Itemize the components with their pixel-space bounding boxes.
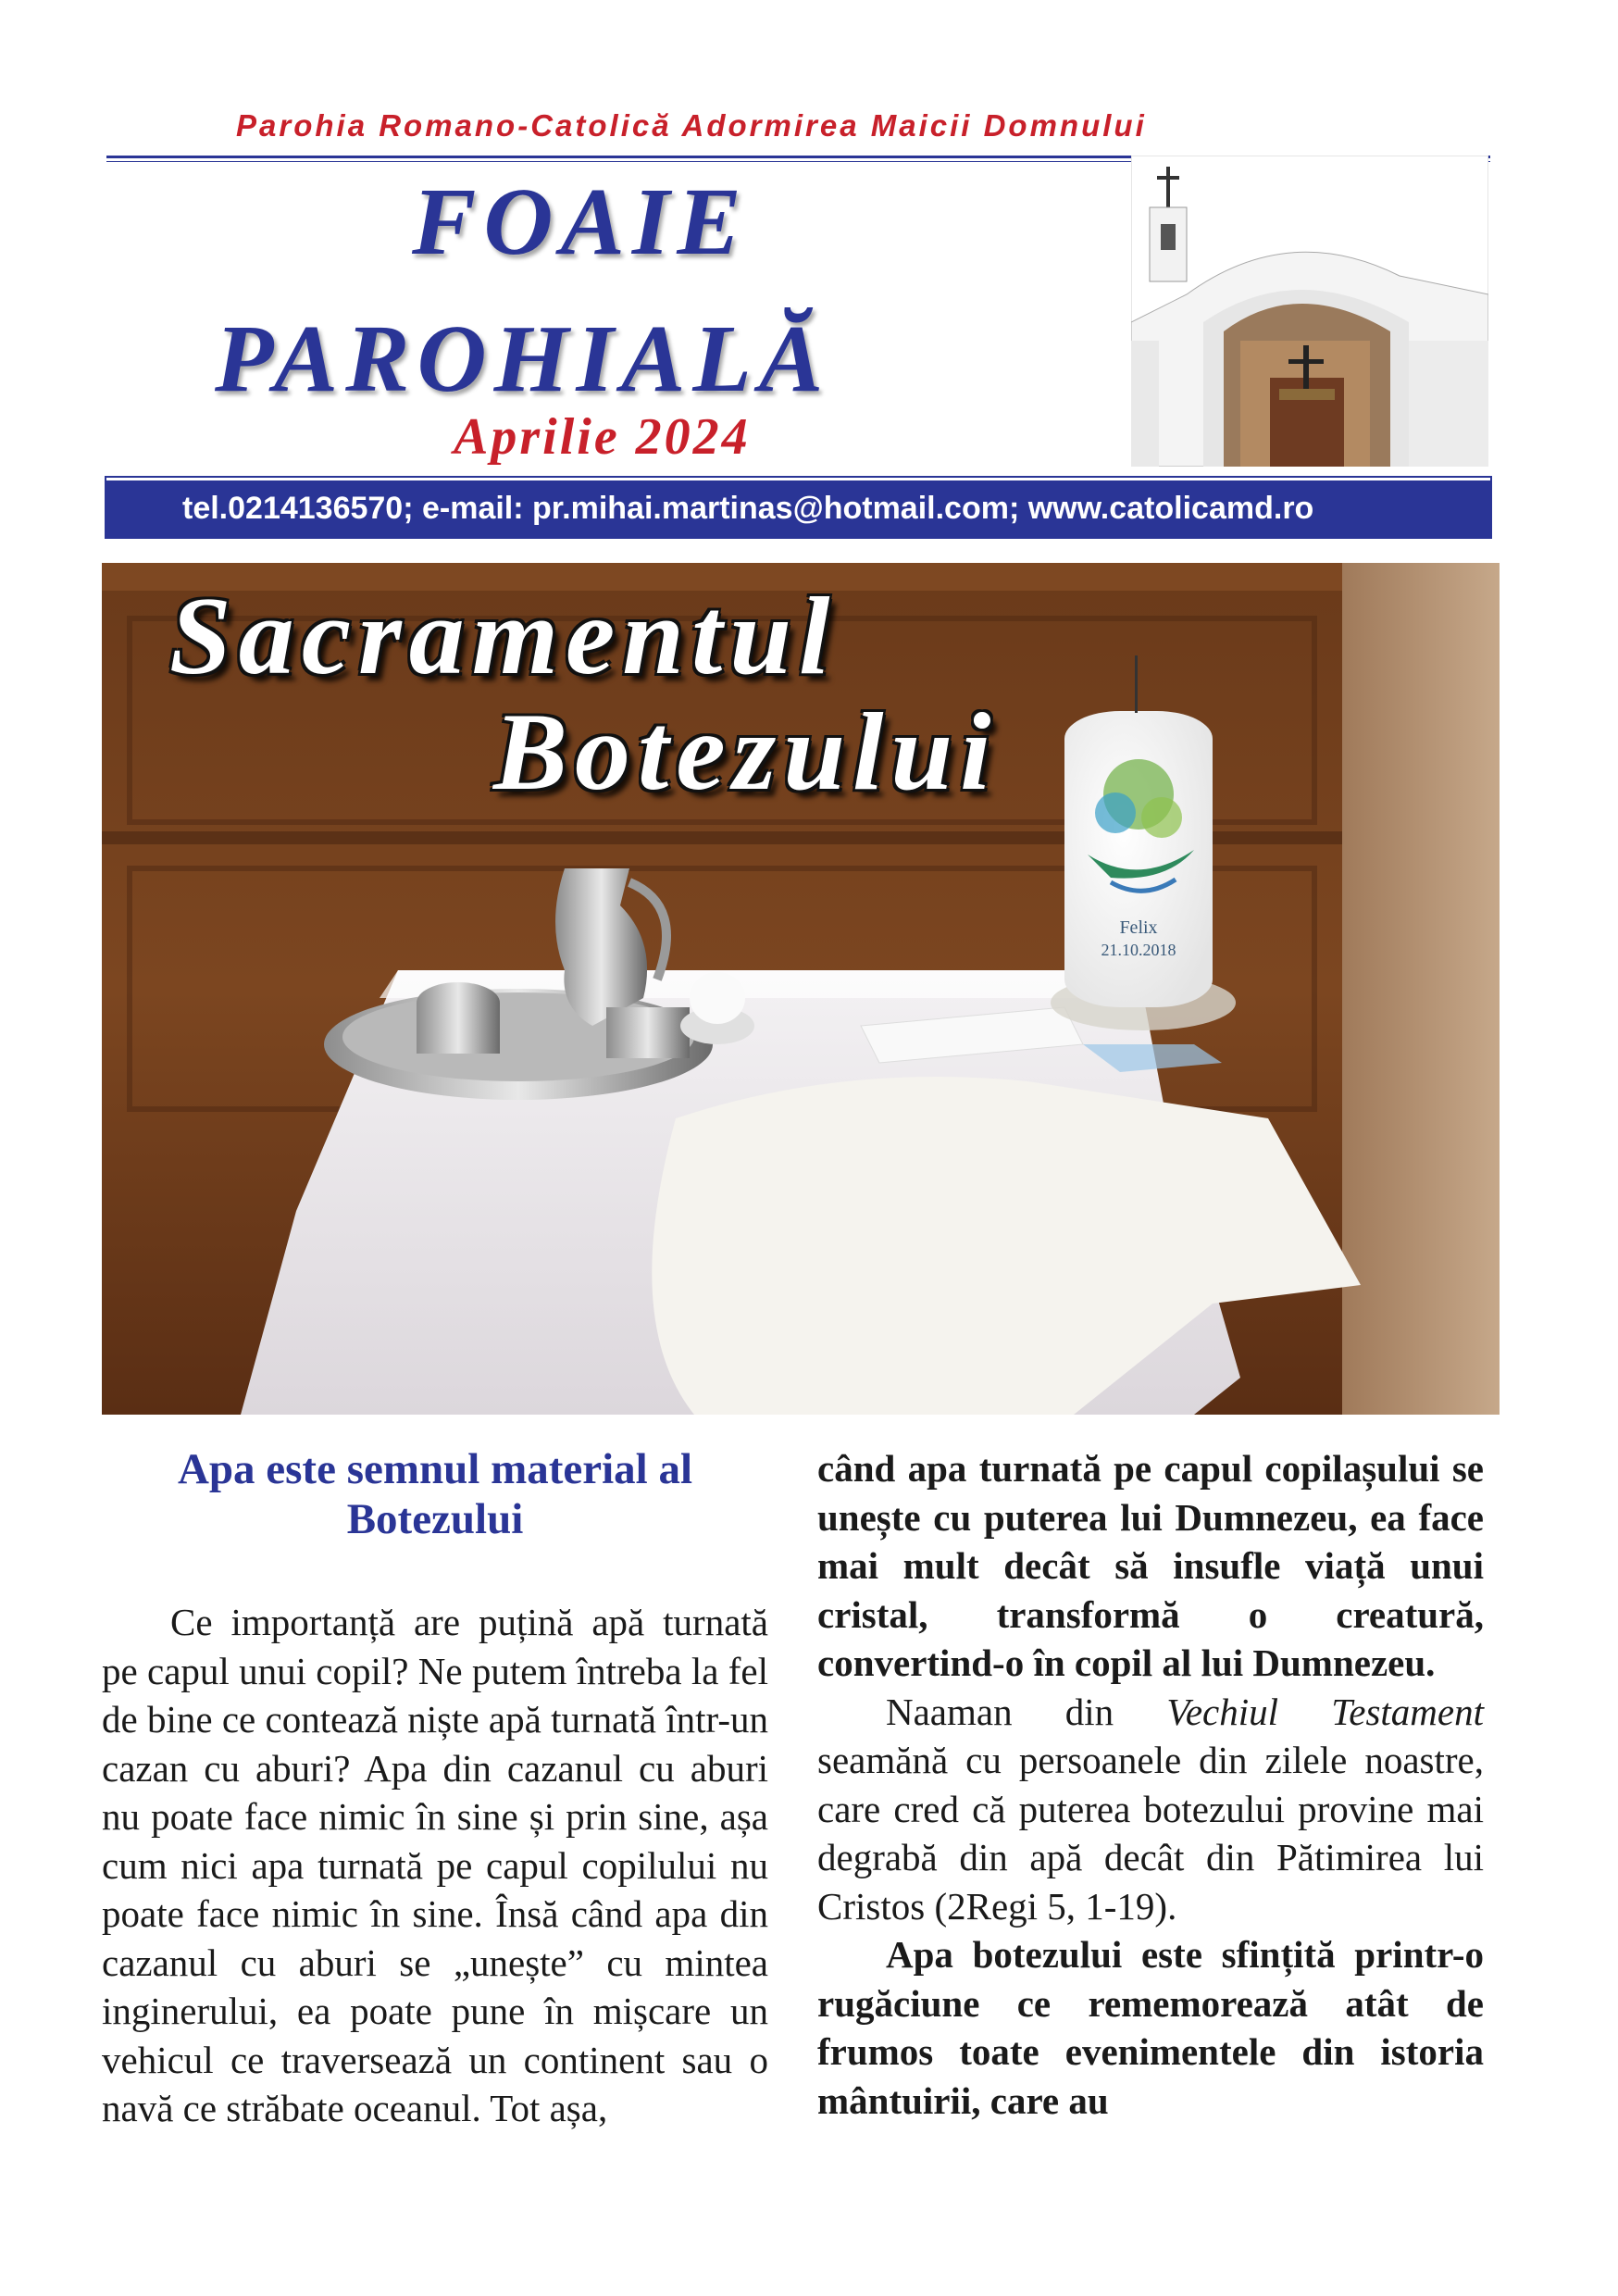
book-reference: Vechiul Testament bbox=[1166, 1690, 1485, 1733]
contact-bar: tel.0214136570; e-mail: pr.mihai.martinas@hotmail.com; www.catolicamd.ro bbox=[106, 478, 1490, 537]
paragraph-1-bold-continuation: când apa turnată pe capul copilașului se unește cu puterea lui Dumnezeu, ea face mai mult decât să insufle viață unui cristal, transformă o creatură, convertind-o în copil al lui Dumnezeu. bbox=[817, 1447, 1484, 1684]
cover-photo bbox=[102, 563, 1500, 1415]
cover-headline-line-1: Sacramentul bbox=[169, 574, 838, 697]
paragraph-1-text: Ce importanță are puțină apă turnată pe capul unui copil? Ne putem întreba la fel de bine ce contează niște apă turnată într-un cazan cu aburi? Apa din cazanul cu aburi nu poate face nimic în sine și prin sine, așa cum nici apa turnată pe capul copilului nu poate face nimic în sine. Însă când apa din cazanul cu aburi se „unește” cu mintea inginerului, ea poate pune în mișcare un vehicul ce traversează un continent sau o navă ce străbate oceanul. Tot așa, bbox=[102, 1601, 768, 2129]
right-column bbox=[817, 1444, 1484, 2125]
candle-date: 21.10.2018 bbox=[1101, 941, 1176, 959]
cover-headline-line-2: Botezului bbox=[493, 690, 999, 813]
paragraph-1 bbox=[102, 1598, 768, 2133]
left-column bbox=[102, 1444, 768, 2133]
issue-date: Aprilie 2024 bbox=[454, 408, 751, 466]
article-subtitle: Apa este semnul material al Botezului bbox=[177, 1445, 693, 1543]
paragraph-2: Naaman din Vechiul Testament seamănă cu persoanele din zilele noastre, care cred că puterea botezului provine mai degrabă din apă decât din Pătimirea lui Cristos (2Regi 5, 1-19). bbox=[817, 1690, 1485, 1928]
parish-name: Parohia Romano-Catolică Adormirea Maicii Domnului bbox=[236, 108, 1147, 143]
title-line-1: FOAIE bbox=[412, 168, 749, 275]
church-photo bbox=[1131, 156, 1488, 467]
candle-name: Felix bbox=[1119, 917, 1158, 938]
paragraph-3: Apa botezului este sfințită printr-o rugăciune ce rememorează atât de frumos toate evenimentele din istoria mântuirii, care au bbox=[817, 1933, 1484, 2122]
title-line-2: PAROHIALĂ bbox=[215, 306, 831, 412]
